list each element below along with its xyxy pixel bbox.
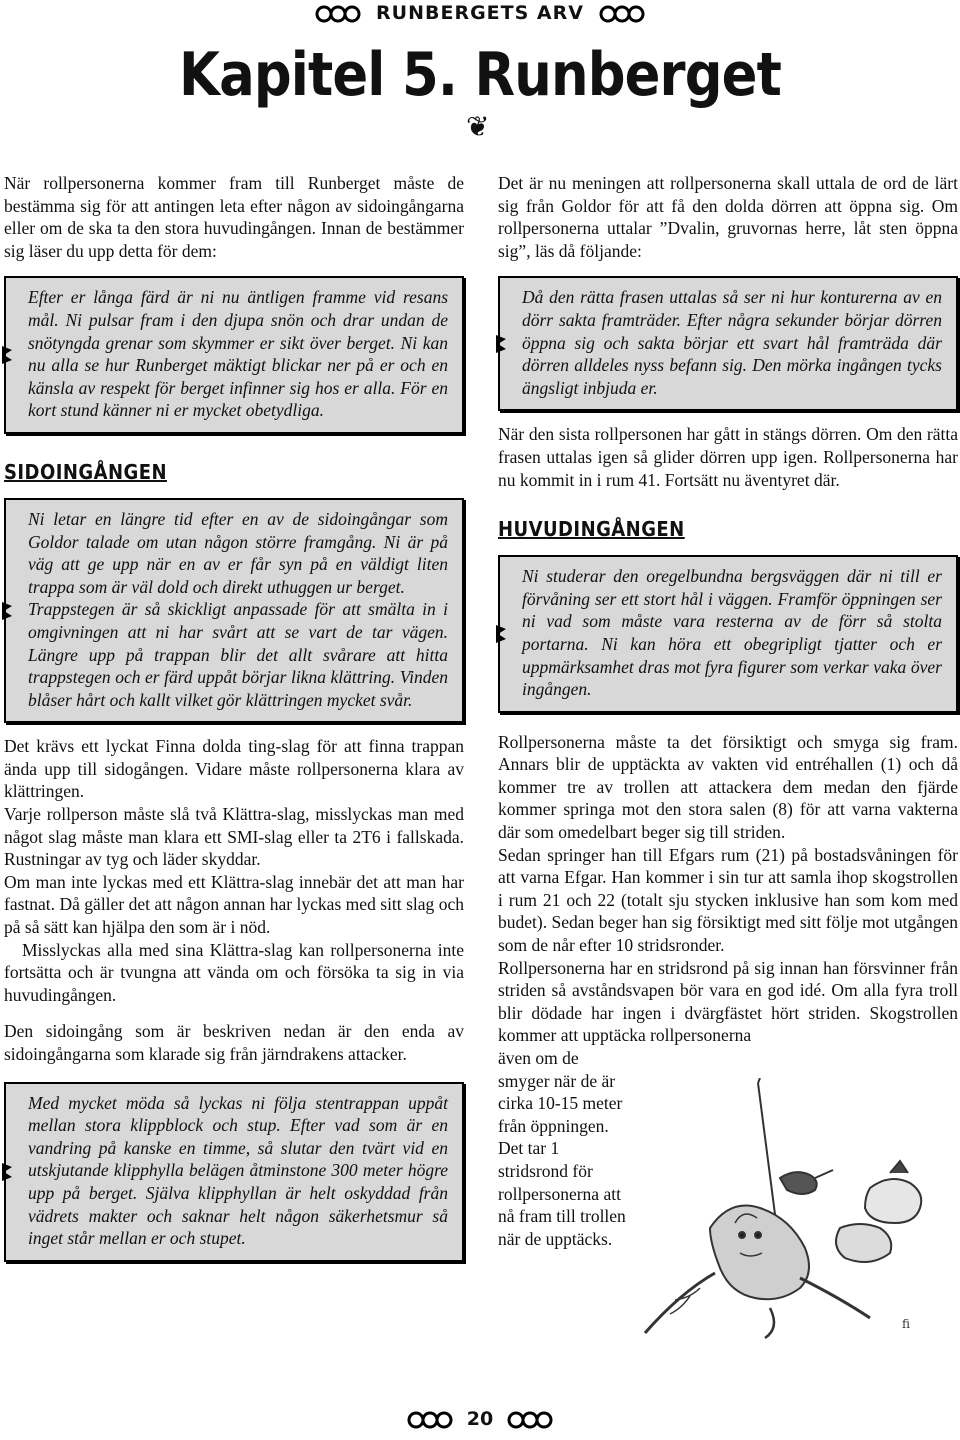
- left-column: [4, 172, 464, 1274]
- read-aloud-box: [498, 555, 958, 713]
- celtic-knot-left-icon: [406, 1410, 454, 1430]
- artist-signature: ﬁ: [902, 1317, 911, 1331]
- torn-edge-icon: [2, 346, 12, 364]
- read-aloud-text: Ni studerar den oregelbundna bergsväggen där ni till er förvåning ser ett stort hål i väggen. Framför öppningen ser ni vad som måste vara resterna av de förr så stolta portarna. Ni kan höra ett obegripligt tjatter och er uppmärksamhet dras mot fyra figurer som verkar vaka över ingången.: [522, 566, 942, 700]
- read-aloud-text: Efter er långa färd är ni nu äntligen framme vid resans mål. Ni pulsar fram i den djupa snön och drar undan de snötyngda grenar som skymmer er sikt över berget. Ni kan nu alla se hur Runberget mäktigt blickar ner på er och en känsla av respekt för berget infinner sig hos er alla. För en kort stund känner ni er mycket obetydliga.: [28, 287, 448, 421]
- torn-edge-icon: [496, 335, 506, 353]
- body-paragraph: Det krävs ett lyckat Finna dolda ting-slag för att finna trappan ända upp till sidogången. Vidare måste rollpersonerna klara av klättringen.: [4, 736, 464, 802]
- intro-paragraph: När rollpersonerna kommer fram till Runberget måste de bestämma sig för att antingen leta efter någon av sidoingångarna eller om de ska ta den stora huvudingången. Innan de bestämmer sig läser du upp detta för dem:: [4, 173, 464, 261]
- body-paragraph: Sedan springer han till Efgars rum (21) på bostadsvåningen för att varna Efgar. Han kommer i sin tur att samla ihop skogstrollen i rum 21 och 22 (totalt sju stycken inklusive han som kom med budet). Sedan beger han sig försiktigt med sitt följe mot utgången som de når efter 10 stridsronder.: [498, 844, 958, 956]
- read-aloud-box: [498, 276, 958, 411]
- section-heading-huvudingangen: HUVUDINGÅNGEN: [498, 517, 685, 542]
- read-aloud-text: Då den rätta frasen uttalas så ser ni hur konturerna av en dörr sakta framträder. Efter några sekunder börjar dörren öppna sig och sakta börjar ett svart hål framträda där dörren alldeles nyss befann sig. Den mörka ingången tycks ängsligt inbjuda er.: [522, 287, 942, 398]
- section-heading-sidoingangen: SIDOINGÅNGEN: [4, 459, 167, 484]
- read-aloud-text: Trappstegen är så skickligt anpassade för att smälta in i omgivningen att ni har svårt att se vart de tar vägen. Längre upp på trappan blir det allt svårare att hitta trappstegen och er färd uppåt börjar likna klättring. Vinden blåser hårt och kallt vilket gör klättringen mycket svår.: [28, 599, 448, 710]
- torn-edge-icon: [2, 602, 12, 620]
- read-aloud-text: Ni letar en längre tid efter en av de sidoingångar som Goldor talade om utan någon större framgång. Ni är på väg att ge upp när en av er får syn på en väldigt liten trappa som är väl dold och direkt uthuggen ur berget.: [28, 508, 448, 597]
- body-paragraph: När den sista rollpersonen har gått in stängs dörren. Om den rätta frasen uttalas igen så glider dörren upp igen. Rollpersonerna har nu kommit in i rum 41. Fortsätt nu äventyret där.: [498, 424, 958, 490]
- body-paragraph: Om man inte lyckas med ett Klättra-slag innebär det att man har fastnat. Då gäller det att någon annan har lyckas med sitt slag och på så sätt kan hjälpa den som är i nöd.: [4, 871, 464, 938]
- body-paragraph: Misslyckas alla med sina Klättra-slag kan rollpersonerna inte fortsätta och är tvungna att vända om och försöka ta sig in via huvudingången.: [4, 939, 464, 1005]
- troll-illustration: [640, 1078, 950, 1340]
- read-aloud-box: [4, 1082, 464, 1262]
- read-aloud-box: [4, 498, 464, 723]
- body-paragraph: Det tar 1 stridsrond för rollpersonerna att nå fram till trollen när de upptäcks.: [498, 1138, 626, 1249]
- read-aloud-text: Med mycket möda så lyckas ni följa stentrappan uppåt mellan stora klippblock och stup. Efter vad som är en vandring på kanske en timme, så slutar den tvärt vid en utskjutande klipphylla belägen åtminstone 300 meter högre upp på berget. Själva klipphyllan är helt oskyddad från vädrets makter och saknar helt någon säkerhetsmur så inget står mellan er och stupet.: [28, 1092, 448, 1249]
- body-paragraph: Rollpersonerna har en stridsrond på sig innan han försvinner från striden så avståndsvapen bör vara en god idé. Om alla fyra troll blir dödade har ingen i dvärgfästet hört striden. Skogstrollen kommer att upptäcka rollpersonerna: [498, 957, 958, 1046]
- chapter-title: Kapitel 5. Runberget: [179, 40, 781, 110]
- body-paragraph: Rollpersonerna måste ta det försiktigt och smyga sig fram. Annars blir de upptäckta av vakten vid entréhallen (1) och då kommer tre av trollen att attackera dem medan den fjärde kommer springa mot den stora salen (8) för att varna vakterna där som omedelbart beger sig till striden.: [498, 731, 958, 843]
- body-paragraph: Varje rollperson måste slå två Klättra-slag, misslyckas man med något slag måste man klara ett SMI-slag eller ta 2T6 i fallskada. Rustningar av tyg och läder skyddar.: [4, 804, 464, 870]
- torn-edge-icon: [496, 625, 506, 643]
- page-footer: [0, 1408, 960, 1430]
- page-number: 20: [466, 1408, 494, 1430]
- body-paragraph: även om de smyger när de är cirka 10-15 meter från öppningen.: [498, 1048, 623, 1136]
- intro-paragraph: Det är nu meningen att rollpersonerna skall uttala de ord de lärt sig från Goldor för att få den dolda dörren att öppna sig. Om rollpersonerna uttalar ”Dvalin, gruvornas herre, låt sten öppna sig”, läs då följande:: [498, 173, 958, 261]
- celtic-knot-right-icon: [506, 1410, 554, 1430]
- running-header: [0, 2, 960, 24]
- fleuron-ornament-icon: ❦: [466, 112, 490, 143]
- celtic-knot-right-icon: [598, 4, 646, 24]
- celtic-knot-left-icon: [314, 4, 362, 24]
- torn-edge-icon: [2, 1163, 12, 1181]
- body-paragraph: Den sidoingång som är beskriven nedan är den enda av sidoingångarna som klarade sig från järndrakens attacker.: [4, 1021, 464, 1064]
- read-aloud-box: [4, 276, 464, 434]
- running-title: RUNBERGETS ARV: [376, 2, 584, 24]
